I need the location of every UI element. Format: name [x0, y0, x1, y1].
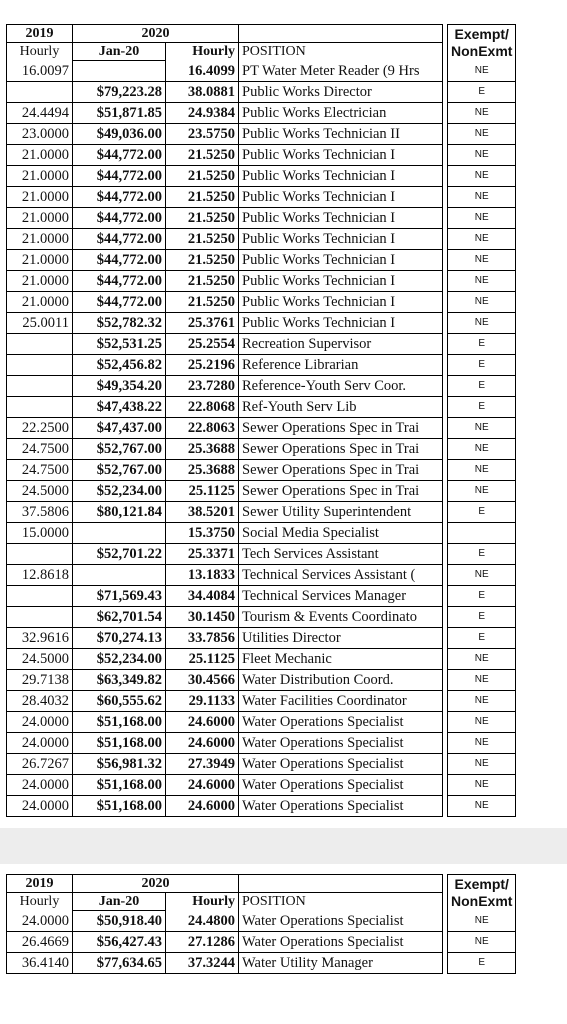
header-row-years [7, 875, 516, 893]
hourly-2019-cell: 21.0000 [7, 250, 73, 271]
position-cell: Water Operations Specialist [239, 796, 443, 817]
hourly-2019-cell: 24.4494 [7, 103, 73, 124]
hourly-2019-header: Hourly [7, 43, 73, 61]
position-header: POSITION [239, 43, 443, 61]
position-cell: Technical Services Assistant ( [239, 565, 443, 586]
position-cell: Recreation Supervisor [239, 334, 443, 355]
position-cell: Social Media Specialist [239, 523, 443, 544]
hourly-2020-cell: 24.6000 [166, 796, 239, 817]
jan20-salary-cell: $52,234.00 [73, 481, 166, 502]
jan20-salary-cell: $52,782.32 [73, 313, 166, 334]
exempt-status-cell: NE [448, 418, 516, 439]
jan20-salary-cell: $44,772.00 [73, 187, 166, 208]
position-cell: Public Works Technician I [239, 229, 443, 250]
table-row [7, 911, 516, 932]
hourly-2020-cell: 21.5250 [166, 292, 239, 313]
hourly-2020-cell: 33.7856 [166, 628, 239, 649]
hourly-2019-cell: 36.4140 [7, 953, 73, 974]
exempt-status-cell: NE [448, 103, 516, 124]
position-cell: Water Utility Manager [239, 953, 443, 974]
position-cell: Water Operations Specialist [239, 733, 443, 754]
hourly-2019-cell: 15.0000 [7, 523, 73, 544]
hourly-2019-cell: 21.0000 [7, 271, 73, 292]
position-header-spacer [239, 875, 443, 893]
position-cell: Sewer Operations Spec in Trai [239, 439, 443, 460]
jan20-salary-cell: $44,772.00 [73, 208, 166, 229]
hourly-2020-cell: 25.3688 [166, 439, 239, 460]
table-row [7, 628, 516, 649]
hourly-2020-cell: 16.4099 [166, 61, 239, 82]
hourly-2019-cell: 29.7138 [7, 670, 73, 691]
exempt-status-cell: NE [448, 124, 516, 145]
position-cell: Reference-Youth Serv Coor. [239, 376, 443, 397]
position-cell: Public Works Technician I [239, 187, 443, 208]
exempt-header-line1: Exempt/ [454, 875, 509, 892]
table-row [7, 754, 516, 775]
hourly-2020-cell: 24.9384 [166, 103, 239, 124]
hourly-2019-cell: 24.5000 [7, 649, 73, 670]
header-row-columns [7, 893, 516, 911]
hourly-2020-cell: 21.5250 [166, 145, 239, 166]
hourly-2019-cell [7, 397, 73, 418]
jan20-salary-cell: $51,871.85 [73, 103, 166, 124]
position-cell: Public Works Technician I [239, 208, 443, 229]
exempt-status-cell: NE [448, 439, 516, 460]
hourly-2019-cell [7, 376, 73, 397]
hourly-2020-cell: 24.4800 [166, 911, 239, 932]
hourly-2020-cell: 21.5250 [166, 250, 239, 271]
hourly-2019-cell [7, 334, 73, 355]
position-cell: Water Distribution Coord. [239, 670, 443, 691]
exempt-status-cell: E [448, 586, 516, 607]
jan20-salary-cell: $80,121.84 [73, 502, 166, 523]
jan20-header: Jan-20 [73, 43, 166, 61]
jan20-salary-cell: $51,168.00 [73, 733, 166, 754]
table-row [7, 334, 516, 355]
position-header-spacer [239, 25, 443, 43]
hourly-2019-cell: 26.4669 [7, 932, 73, 953]
exempt-status-cell: NE [448, 61, 516, 82]
hourly-2019-cell: 21.0000 [7, 229, 73, 250]
exempt-status-cell: NE [448, 481, 516, 502]
exempt-status-cell: E [448, 397, 516, 418]
table-body-2 [7, 911, 516, 974]
hourly-2019-cell: 24.0000 [7, 775, 73, 796]
position-cell: Public Works Technician I [239, 250, 443, 271]
table-row [7, 418, 516, 439]
jan20-salary-cell [73, 523, 166, 544]
position-cell: Tech Services Assistant [239, 544, 443, 565]
exempt-status-cell: NE [448, 229, 516, 250]
exempt-status-cell: NE [448, 292, 516, 313]
table-row [7, 460, 516, 481]
table-row [7, 502, 516, 523]
jan20-salary-cell: $44,772.00 [73, 271, 166, 292]
table-row [7, 670, 516, 691]
position-cell: Public Works Technician II [239, 124, 443, 145]
page-2 [0, 864, 567, 1024]
exempt-status-cell: NE [448, 313, 516, 334]
hourly-2020-cell: 25.1125 [166, 649, 239, 670]
hourly-2020-cell: 30.1450 [166, 607, 239, 628]
exempt-status-cell: E [448, 544, 516, 565]
jan20-salary-cell: $49,036.00 [73, 124, 166, 145]
table-row [7, 796, 516, 817]
exempt-status-cell: E [448, 82, 516, 103]
table-row [7, 145, 516, 166]
table-row [7, 292, 516, 313]
hourly-2020-cell: 21.5250 [166, 208, 239, 229]
hourly-2020-cell: 27.3949 [166, 754, 239, 775]
exempt-status-cell: E [448, 334, 516, 355]
hourly-2019-cell: 24.5000 [7, 481, 73, 502]
jan20-salary-cell: $77,634.65 [73, 953, 166, 974]
jan20-salary-cell: $51,168.00 [73, 775, 166, 796]
jan20-salary-cell: $52,456.82 [73, 355, 166, 376]
hourly-2019-cell: 21.0000 [7, 208, 73, 229]
position-cell: Water Operations Specialist [239, 712, 443, 733]
exempt-status-cell: NE [448, 271, 516, 292]
table-row [7, 481, 516, 502]
hourly-2019-cell: 12.8618 [7, 565, 73, 586]
hourly-2020-cell: 24.6000 [166, 775, 239, 796]
position-cell: Public Works Director [239, 82, 443, 103]
year-2020-header: 2020 [73, 875, 239, 893]
exempt-status-cell: NE [448, 565, 516, 586]
exempt-status-cell: NE [448, 166, 516, 187]
jan20-salary-cell: $56,427.43 [73, 932, 166, 953]
table-row [7, 712, 516, 733]
table-row [7, 775, 516, 796]
exempt-status-cell: NE [448, 250, 516, 271]
position-cell: Sewer Operations Spec in Trai [239, 418, 443, 439]
hourly-2019-cell: 16.0097 [7, 61, 73, 82]
hourly-2019-cell: 24.0000 [7, 911, 73, 932]
table-row [7, 271, 516, 292]
exempt-status-cell: NE [448, 670, 516, 691]
hourly-2020-cell: 38.0881 [166, 82, 239, 103]
hourly-2020-cell: 25.3688 [166, 460, 239, 481]
table-row [7, 376, 516, 397]
position-cell: Public Works Technician I [239, 313, 443, 334]
year-2020-header: 2020 [73, 25, 239, 43]
exempt-status-cell: NE [448, 712, 516, 733]
table-row [7, 124, 516, 145]
hourly-2020-cell: 38.5201 [166, 502, 239, 523]
table-row [7, 733, 516, 754]
hourly-2019-cell [7, 82, 73, 103]
jan20-salary-cell: $44,772.00 [73, 250, 166, 271]
hourly-2019-cell: 21.0000 [7, 292, 73, 313]
hourly-2020-header: Hourly [166, 43, 239, 61]
exempt-status-cell: NE [448, 460, 516, 481]
position-cell: Utilities Director [239, 628, 443, 649]
hourly-2019-cell: 28.4032 [7, 691, 73, 712]
hourly-2020-cell: 21.5250 [166, 187, 239, 208]
position-cell: Water Operations Specialist [239, 911, 443, 932]
table-row [7, 250, 516, 271]
exempt-status-cell: NE [448, 754, 516, 775]
exempt-status-cell: NE [448, 911, 516, 932]
hourly-2020-cell: 25.3761 [166, 313, 239, 334]
position-cell: PT Water Meter Reader (9 Hrs [239, 61, 443, 82]
year-2019-header: 2019 [7, 875, 73, 893]
table-body-1 [7, 61, 516, 817]
position-cell: Water Facilities Coordinator [239, 691, 443, 712]
position-cell: Water Operations Specialist [239, 754, 443, 775]
jan20-salary-cell: $47,437.00 [73, 418, 166, 439]
exempt-status-cell: NE [448, 649, 516, 670]
position-cell: Public Works Technician I [239, 166, 443, 187]
hourly-2019-cell: 24.0000 [7, 712, 73, 733]
hourly-2020-cell: 24.6000 [166, 712, 239, 733]
hourly-2019-cell: 25.0011 [7, 313, 73, 334]
hourly-2019-cell: 24.0000 [7, 796, 73, 817]
hourly-2020-cell: 22.8068 [166, 397, 239, 418]
hourly-2019-cell: 24.0000 [7, 733, 73, 754]
exempt-status-cell: NE [448, 187, 516, 208]
table-row [7, 103, 516, 124]
position-cell: Public Works Technician I [239, 271, 443, 292]
jan20-salary-cell: $44,772.00 [73, 229, 166, 250]
table-row [7, 649, 516, 670]
jan20-salary-cell: $60,555.62 [73, 691, 166, 712]
jan20-salary-cell: $79,223.28 [73, 82, 166, 103]
table-row [7, 439, 516, 460]
jan20-salary-cell: $52,531.25 [73, 334, 166, 355]
hourly-2019-cell: 22.2500 [7, 418, 73, 439]
jan20-salary-cell: $51,168.00 [73, 796, 166, 817]
hourly-2020-cell: 25.1125 [166, 481, 239, 502]
exempt-status-cell [448, 523, 516, 544]
position-cell: Reference Librarian [239, 355, 443, 376]
jan20-salary-cell: $71,569.43 [73, 586, 166, 607]
hourly-2019-cell: 23.0000 [7, 124, 73, 145]
table-row [7, 397, 516, 418]
position-cell: Sewer Operations Spec in Trai [239, 481, 443, 502]
hourly-2020-cell: 24.6000 [166, 733, 239, 754]
exempt-header [448, 25, 516, 61]
hourly-2019-cell: 32.9616 [7, 628, 73, 649]
exempt-header-line2: NonExmt [451, 42, 513, 59]
hourly-2020-cell: 34.4084 [166, 586, 239, 607]
position-cell: Water Operations Specialist [239, 932, 443, 953]
jan20-salary-cell: $63,349.82 [73, 670, 166, 691]
hourly-2019-header: Hourly [7, 893, 73, 911]
hourly-2020-cell: 25.2554 [166, 334, 239, 355]
salary-table-2 [6, 874, 516, 974]
exempt-header [448, 875, 516, 911]
exempt-header-line1: Exempt/ [454, 25, 509, 42]
table-row [7, 208, 516, 229]
table-row [7, 166, 516, 187]
hourly-2020-cell: 23.5750 [166, 124, 239, 145]
header-row-years [7, 25, 516, 43]
table-row [7, 691, 516, 712]
hourly-2019-cell: 26.7267 [7, 754, 73, 775]
hourly-2019-cell: 21.0000 [7, 145, 73, 166]
jan20-salary-cell [73, 565, 166, 586]
hourly-2019-cell [7, 544, 73, 565]
jan20-salary-cell: $44,772.00 [73, 166, 166, 187]
exempt-status-cell: E [448, 953, 516, 974]
salary-table-1 [6, 24, 516, 817]
position-cell: Public Works Electrician [239, 103, 443, 124]
exempt-status-cell: NE [448, 932, 516, 953]
table-row [7, 544, 516, 565]
hourly-2020-header: Hourly [166, 893, 239, 911]
hourly-2020-cell: 30.4566 [166, 670, 239, 691]
position-header: POSITION [239, 893, 443, 911]
page-separator [0, 828, 567, 864]
table-row [7, 607, 516, 628]
table-row [7, 313, 516, 334]
exempt-status-cell: E [448, 355, 516, 376]
position-cell: Fleet Mechanic [239, 649, 443, 670]
jan20-salary-cell: $56,981.32 [73, 754, 166, 775]
hourly-2019-cell: 24.7500 [7, 460, 73, 481]
exempt-header-line2: NonExmt [451, 892, 513, 909]
exempt-status-cell: NE [448, 691, 516, 712]
hourly-2020-cell: 15.3750 [166, 523, 239, 544]
jan20-header: Jan-20 [73, 893, 166, 911]
hourly-2020-cell: 27.1286 [166, 932, 239, 953]
position-cell: Water Operations Specialist [239, 775, 443, 796]
hourly-2020-cell: 25.2196 [166, 355, 239, 376]
jan20-salary-cell: $52,234.00 [73, 649, 166, 670]
hourly-2019-cell [7, 586, 73, 607]
jan20-salary-cell: $44,772.00 [73, 292, 166, 313]
table-row [7, 229, 516, 250]
exempt-status-cell: NE [448, 796, 516, 817]
table-row [7, 355, 516, 376]
hourly-2020-cell: 13.1833 [166, 565, 239, 586]
table-row [7, 82, 516, 103]
position-cell: Sewer Utility Superintendent [239, 502, 443, 523]
hourly-2020-cell: 29.1133 [166, 691, 239, 712]
jan20-salary-cell: $49,354.20 [73, 376, 166, 397]
hourly-2020-cell: 21.5250 [166, 271, 239, 292]
header-row-columns [7, 43, 516, 61]
hourly-2020-cell: 22.8063 [166, 418, 239, 439]
hourly-2019-cell [7, 607, 73, 628]
position-cell: Ref-Youth Serv Lib [239, 397, 443, 418]
exempt-status-cell: NE [448, 145, 516, 166]
hourly-2020-cell: 37.3244 [166, 953, 239, 974]
jan20-salary-cell: $52,767.00 [73, 439, 166, 460]
exempt-status-cell: E [448, 376, 516, 397]
table-row [7, 586, 516, 607]
jan20-salary-cell: $52,767.00 [73, 460, 166, 481]
jan20-salary-cell: $70,274.13 [73, 628, 166, 649]
hourly-2019-cell: 37.5806 [7, 502, 73, 523]
jan20-salary-cell: $50,918.40 [73, 911, 166, 932]
hourly-2019-cell: 21.0000 [7, 187, 73, 208]
hourly-2020-cell: 21.5250 [166, 229, 239, 250]
jan20-salary-cell: $44,772.00 [73, 145, 166, 166]
position-cell: Sewer Operations Spec in Trai [239, 460, 443, 481]
jan20-salary-cell: $62,701.54 [73, 607, 166, 628]
exempt-status-cell: E [448, 607, 516, 628]
hourly-2020-cell: 25.3371 [166, 544, 239, 565]
position-cell: Tourism & Events Coordinato [239, 607, 443, 628]
table-row [7, 953, 516, 974]
hourly-2019-cell: 24.7500 [7, 439, 73, 460]
exempt-status-cell: NE [448, 733, 516, 754]
table-row [7, 932, 516, 953]
position-cell: Public Works Technician I [239, 145, 443, 166]
jan20-salary-cell: $51,168.00 [73, 712, 166, 733]
table-row [7, 523, 516, 544]
hourly-2020-cell: 23.7280 [166, 376, 239, 397]
jan20-salary-cell: $52,701.22 [73, 544, 166, 565]
hourly-2019-cell: 21.0000 [7, 166, 73, 187]
hourly-2019-cell [7, 355, 73, 376]
year-2019-header: 2019 [7, 25, 73, 43]
hourly-2020-cell: 21.5250 [166, 166, 239, 187]
exempt-status-cell: E [448, 628, 516, 649]
table-row [7, 565, 516, 586]
position-cell: Public Works Technician I [239, 292, 443, 313]
jan20-salary-cell [73, 61, 166, 82]
jan20-salary-cell: $47,438.22 [73, 397, 166, 418]
table-row [7, 187, 516, 208]
exempt-status-cell: NE [448, 775, 516, 796]
exempt-status-cell: NE [448, 208, 516, 229]
exempt-status-cell: E [448, 502, 516, 523]
table-row [7, 61, 516, 82]
position-cell: Technical Services Manager [239, 586, 443, 607]
